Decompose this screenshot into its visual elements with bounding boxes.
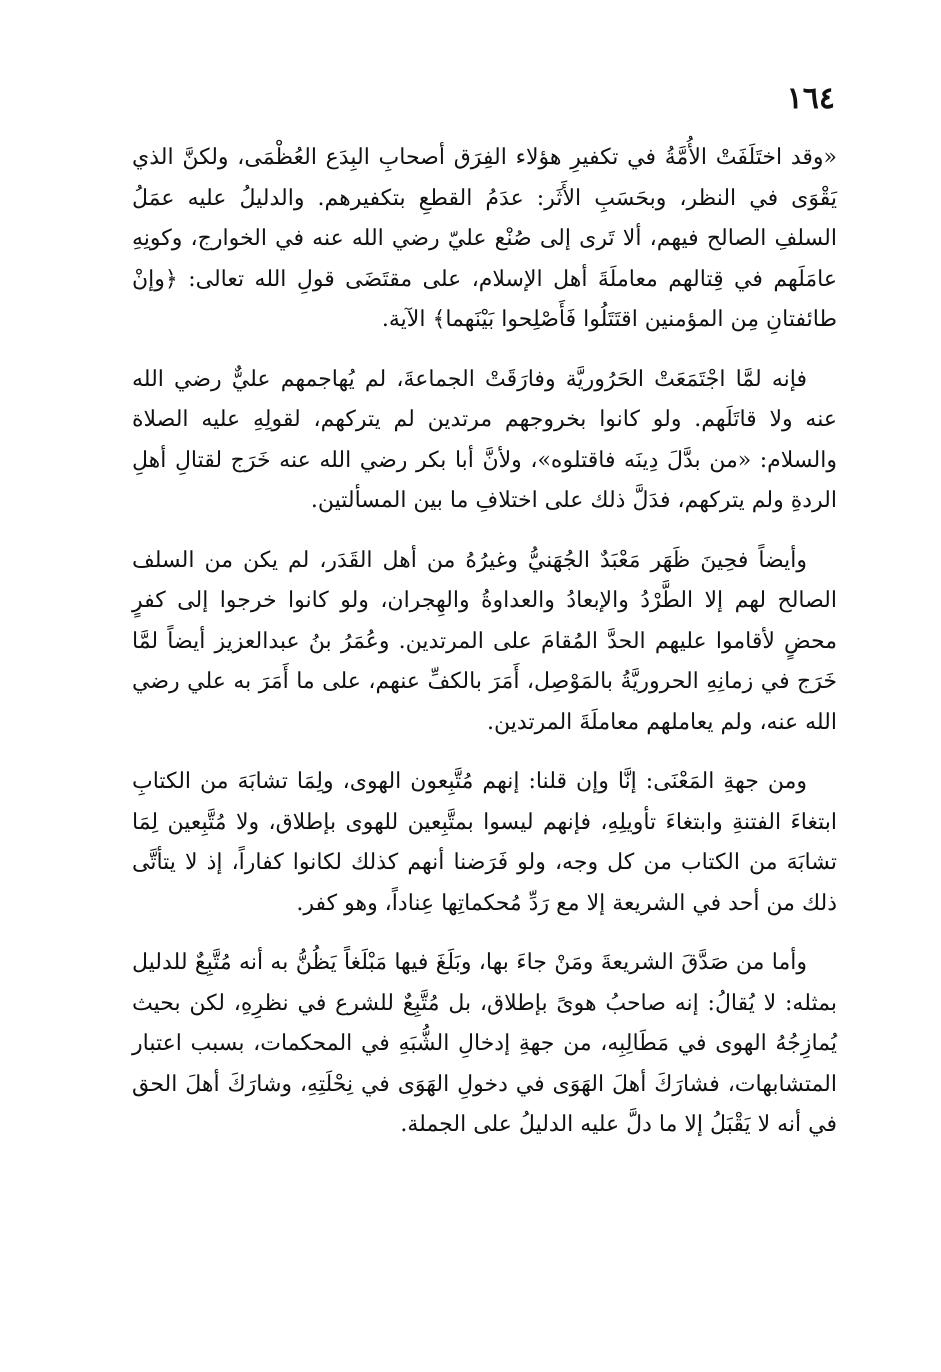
paragraph-1: «وقد اختَلَفَتْ الأُمَّةُ في تكفيرِ هؤلاء الفِرَق أصحابِ البِدَع العُظْمَى، ولكنَّ الذي يَقْوَى في النظر، وبحَسَبِ الأَثَر: عدَمُ القطعِ بتكفيرهم. والدليلُ عليه عمَلُ السلفِ الصالح فيهم، ألا تَرى إلى صُنْع عليّ رضي الله عنه في الخوارج، وكونِهِ عامَلَهم في قِتالهم معاملَةَ أهل الإسلام، على مقتَضَى قولِ الله تعالى: ﴿وإنْ طائفتانِ مِن المؤمنين اقتَتَلُوا فَأَصْلِحوا بَيْنَهما﴾ الآية.: [132, 145, 837, 332]
body-text: [132, 138, 837, 1146]
page-number: ١٦٤: [786, 81, 835, 116]
paragraph-4: ومن جهةِ المَعْنَى: إنَّا وإن قلنا: إنهم مُتَّبِعون الهوى، ولِمَا تشابَهَ من الكتابِ ابتغاءَ الفتنةِ وابتغاءَ تأويلِهِ، فإنهم ليسوا بمتَّبِعين للهوى بإطلاق، ولا مُتَّبِعين لِمَا تشابَهَ من الكتاب من كل وجه، ولو فَرَضنا أنهم كذلك لكانوا كفاراً، إذ لا يتأتَّى ذلك من أحد في الشريعة إلا مع رَدِّ مُحكماتِها عِناداً، وهو كفر.: [132, 769, 837, 916]
paragraph-3: وأيضاً فحِينَ ظَهَر مَعْبَدٌ الجُهَنيُّ وغيرُهُ من أهل القَدَر، لم يكن من السلف الصالح لهم إلا الطَّرْدُ والإبعادُ والعداوةُ والهِجران، ولو كانوا خرجوا إلى كفرٍ محضٍ لأقاموا عليهم الحدَّ المُقامَ على المرتدين. وعُمَرُ بنُ عبدالعزيز أيضاً لمَّا خَرَج في زمانِهِ الحروريَّةُ بالمَوْصِل، أَمَرَ بالكفِّ عنهم، على ما أَمَرَ به علي رضي الله عنه، ولم يعاملهم معاملَةَ المرتدين.: [132, 547, 837, 735]
paragraph-5: وأما من صَدَّقَ الشريعةَ ومَنْ جاءَ بها، وبَلَغَ فيها مَبْلَغاً يَظُنُّ به أنه مُتَّبِعٌ للدليل بمثله: لا يُقالُ: إنه صاحبُ هوىً بإطلاق، بل مُتَّبِعٌ للشرع في نظرِهِ، لكن بحيث يُمازِجُهُ الهوى في مَطَالِبِه، من جهةِ إدخالِ الشُّبَهِ في المحكمات، بسبب اعتبار المتشابهات، فشارَكَ أهلَ الهَوَى في دخولِ الهَوَى في نِحْلَتِهِ، وشارَكَ أهلَ الحق في أنه لا يَقْبَلُ إلا ما دلَّ عليه الدليلُ على الجملة.: [132, 950, 837, 1137]
paragraph-2: فإنه لمَّا اجْتَمَعَتْ الحَرُوريَّة وفارَقَتْ الجماعةَ، لم يُهاجمهم عليٌّ رضي الله عنه ولا قاتَلَهم. ولو كانوا بخروجهم مرتدين لم يتركهم، لقولِهِ عليه الصلاة والسلام: «من بدَّلَ دِينَه فاقتلوه»، ولأنَّ أبا بكر رضي الله عنه خَرَج لقتالِ أهلِ الردةِ ولم يتركهم، فدَلَّ ذلك على اختلافِ ما بين المسألتين.: [132, 366, 837, 513]
